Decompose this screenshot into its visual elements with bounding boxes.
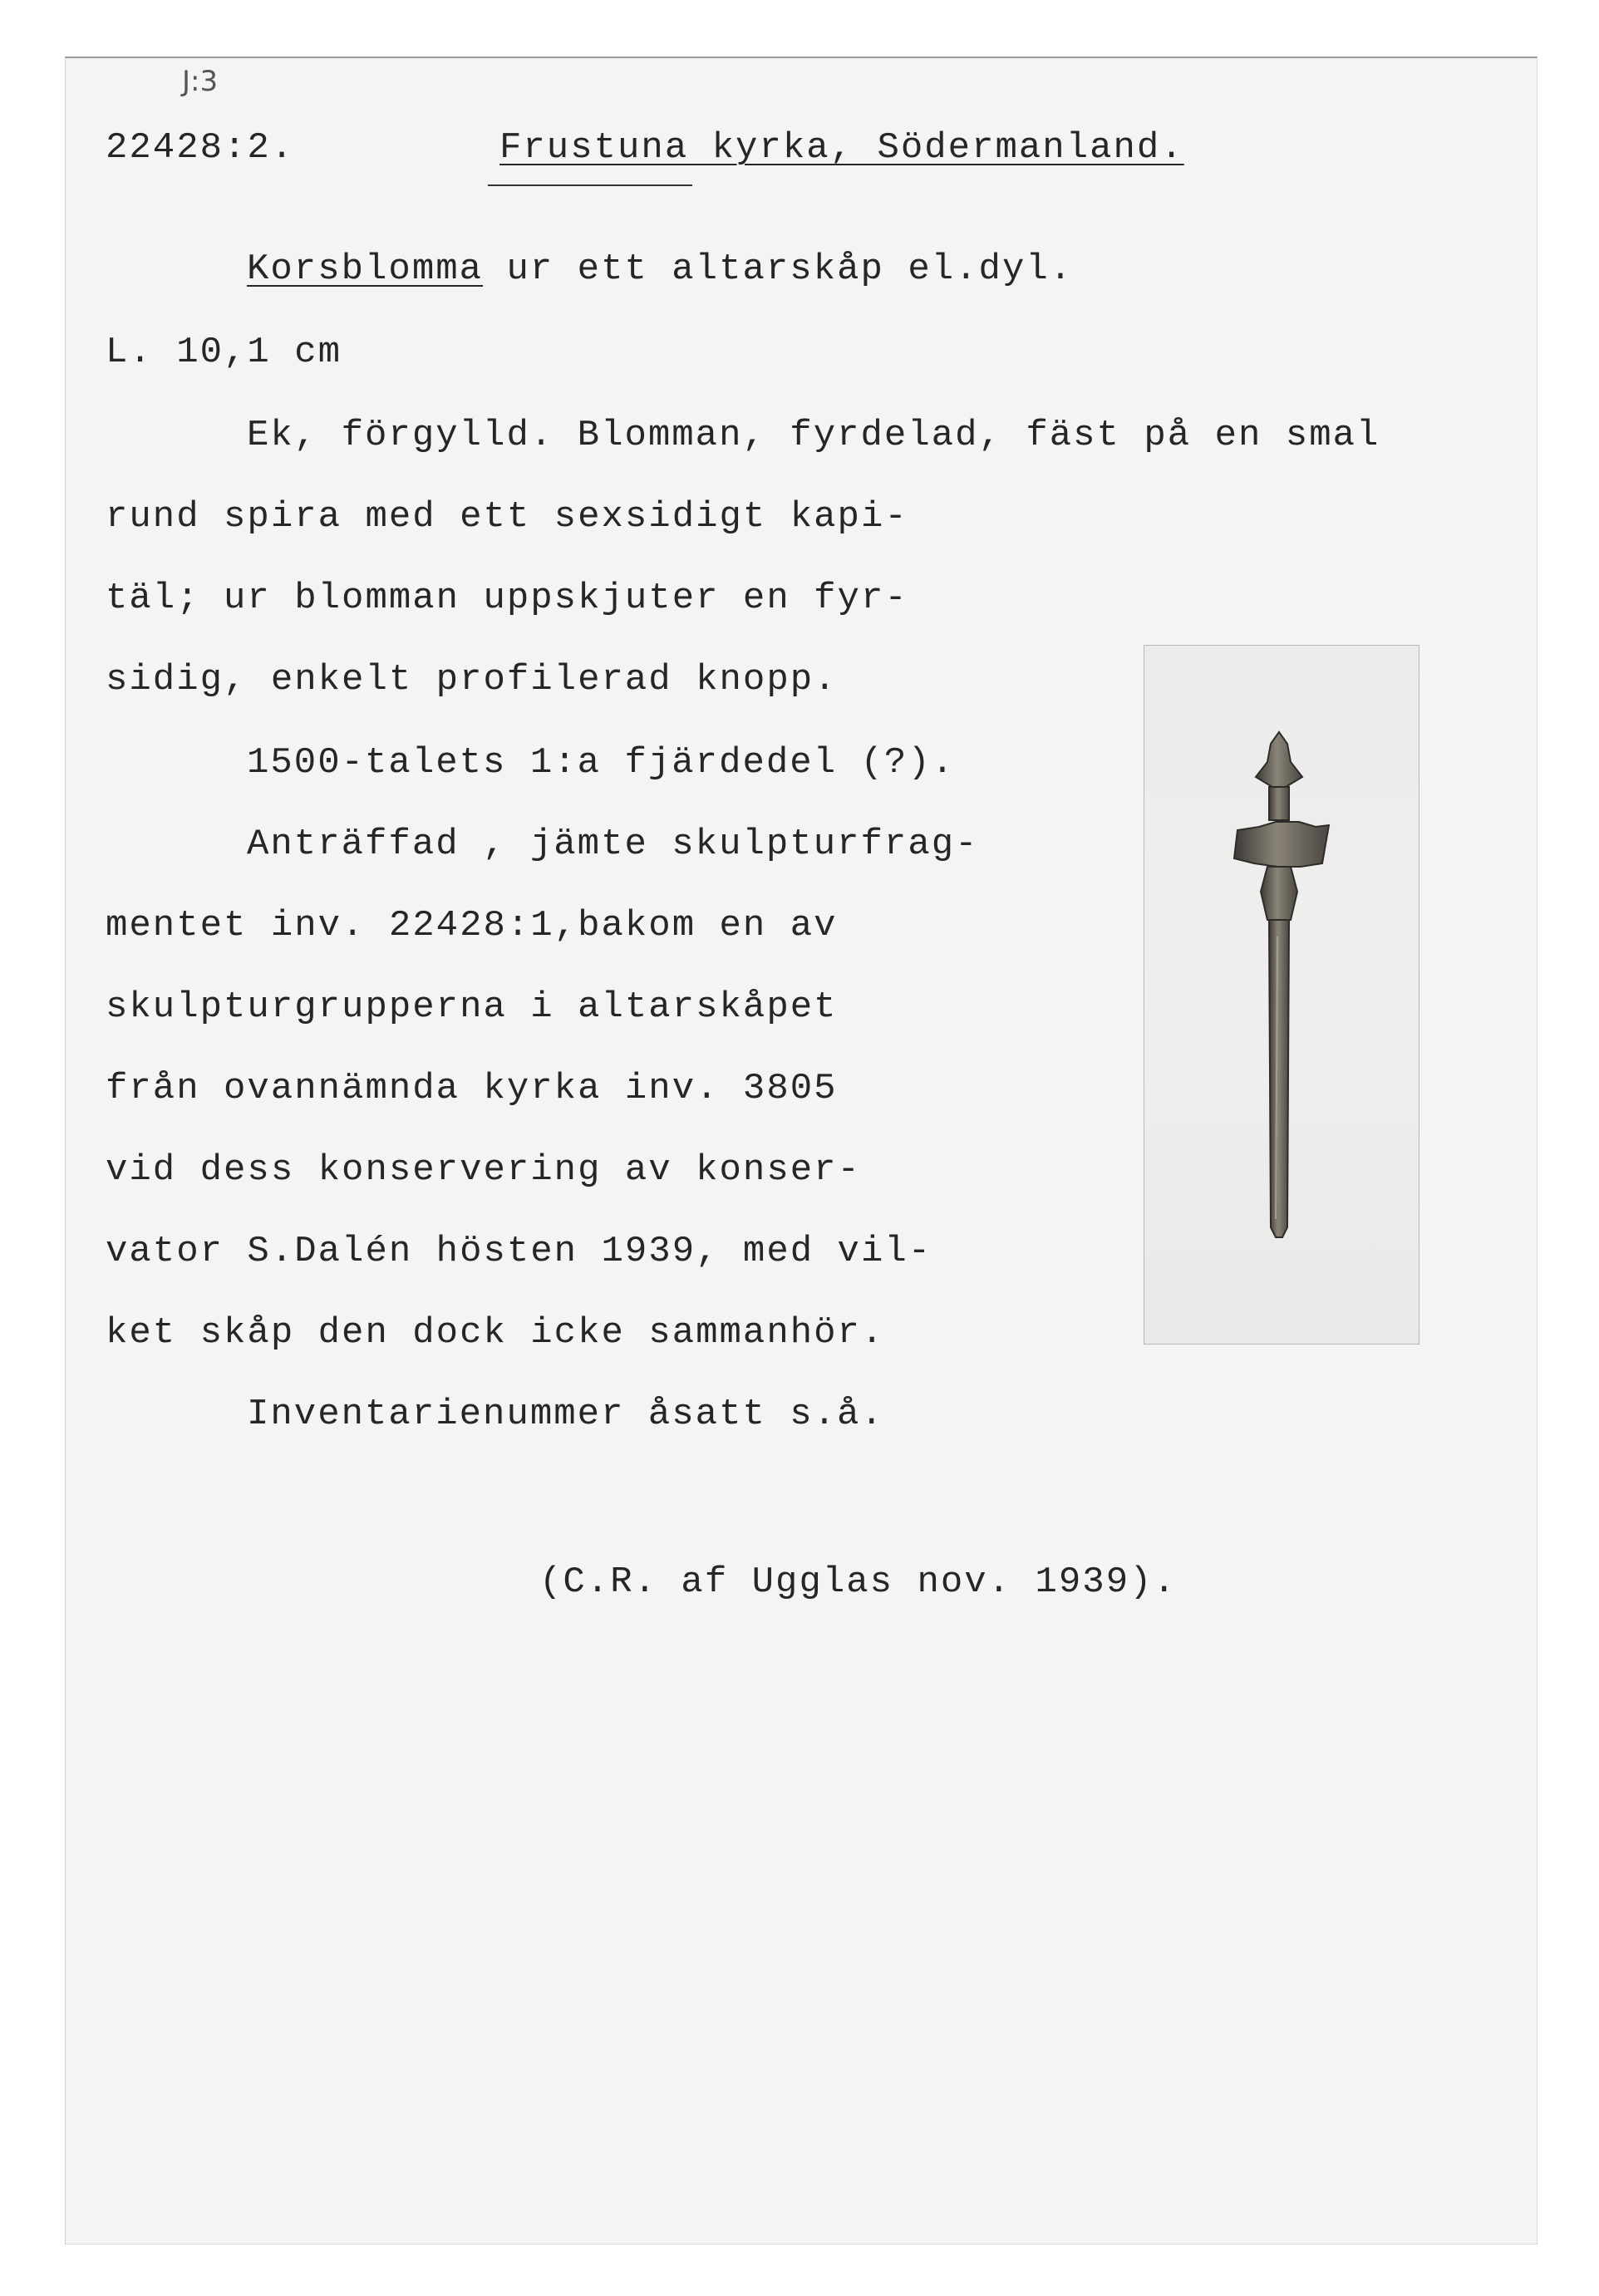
description-line: skulpturgrupperna i altarskåpet [106,986,838,1028]
finial-shaft [1269,920,1289,1237]
inventory-number: 22428:2. [106,127,295,169]
description-line: mentet inv. 22428:1,bakom en av [106,905,838,946]
description-line: Inventarienummer åsatt s.å. [247,1394,884,1435]
description-line: sidig, enkelt profilerad knopp. [106,659,838,701]
description-line: ket skåp den dock icke sammanhör. [106,1312,885,1354]
object-length: L. 10,1 cm [106,332,342,373]
handwritten-mark: J:3 [182,65,219,98]
signature-line: (C.R. af Ugglas nov. 1939). [539,1561,1177,1603]
description-line: rund spira med ett sexsidigt kapi- [106,496,908,538]
description-line: vid dess konservering av konser- [106,1149,861,1191]
description-line: Anträffad , jämte skulpturfrag- [247,824,979,865]
finial-illustration [1144,646,1419,1344]
object-name: Korsblomma [247,248,484,290]
dating-line: 1500-talets 1:a fjärdedel (?). [247,742,956,784]
description-line: vator S.Dalén hösten 1939, med vil- [106,1231,932,1272]
finial-capital [1261,867,1297,920]
object-title [247,246,1073,293]
description-line: Ek, förgylld. Blomman, fyrdelad, fäst på en smal [247,415,1380,456]
finial-photo [1144,645,1419,1345]
description-line: från ovannämnda kyrka inv. 3805 [106,1068,838,1109]
description-line: täl; ur blomman uppskjuter en fyr- [106,578,908,619]
object-title-rest: ur ett altarskåp el.dyl. [483,248,1074,290]
location-heading: Frustuna kyrka, Södermanland. [499,127,1184,169]
finial-flower [1234,822,1329,867]
finial-knob [1256,732,1302,787]
finial-neck [1269,787,1289,820]
catalog-card [65,57,1538,2244]
heading-rule [488,184,692,186]
